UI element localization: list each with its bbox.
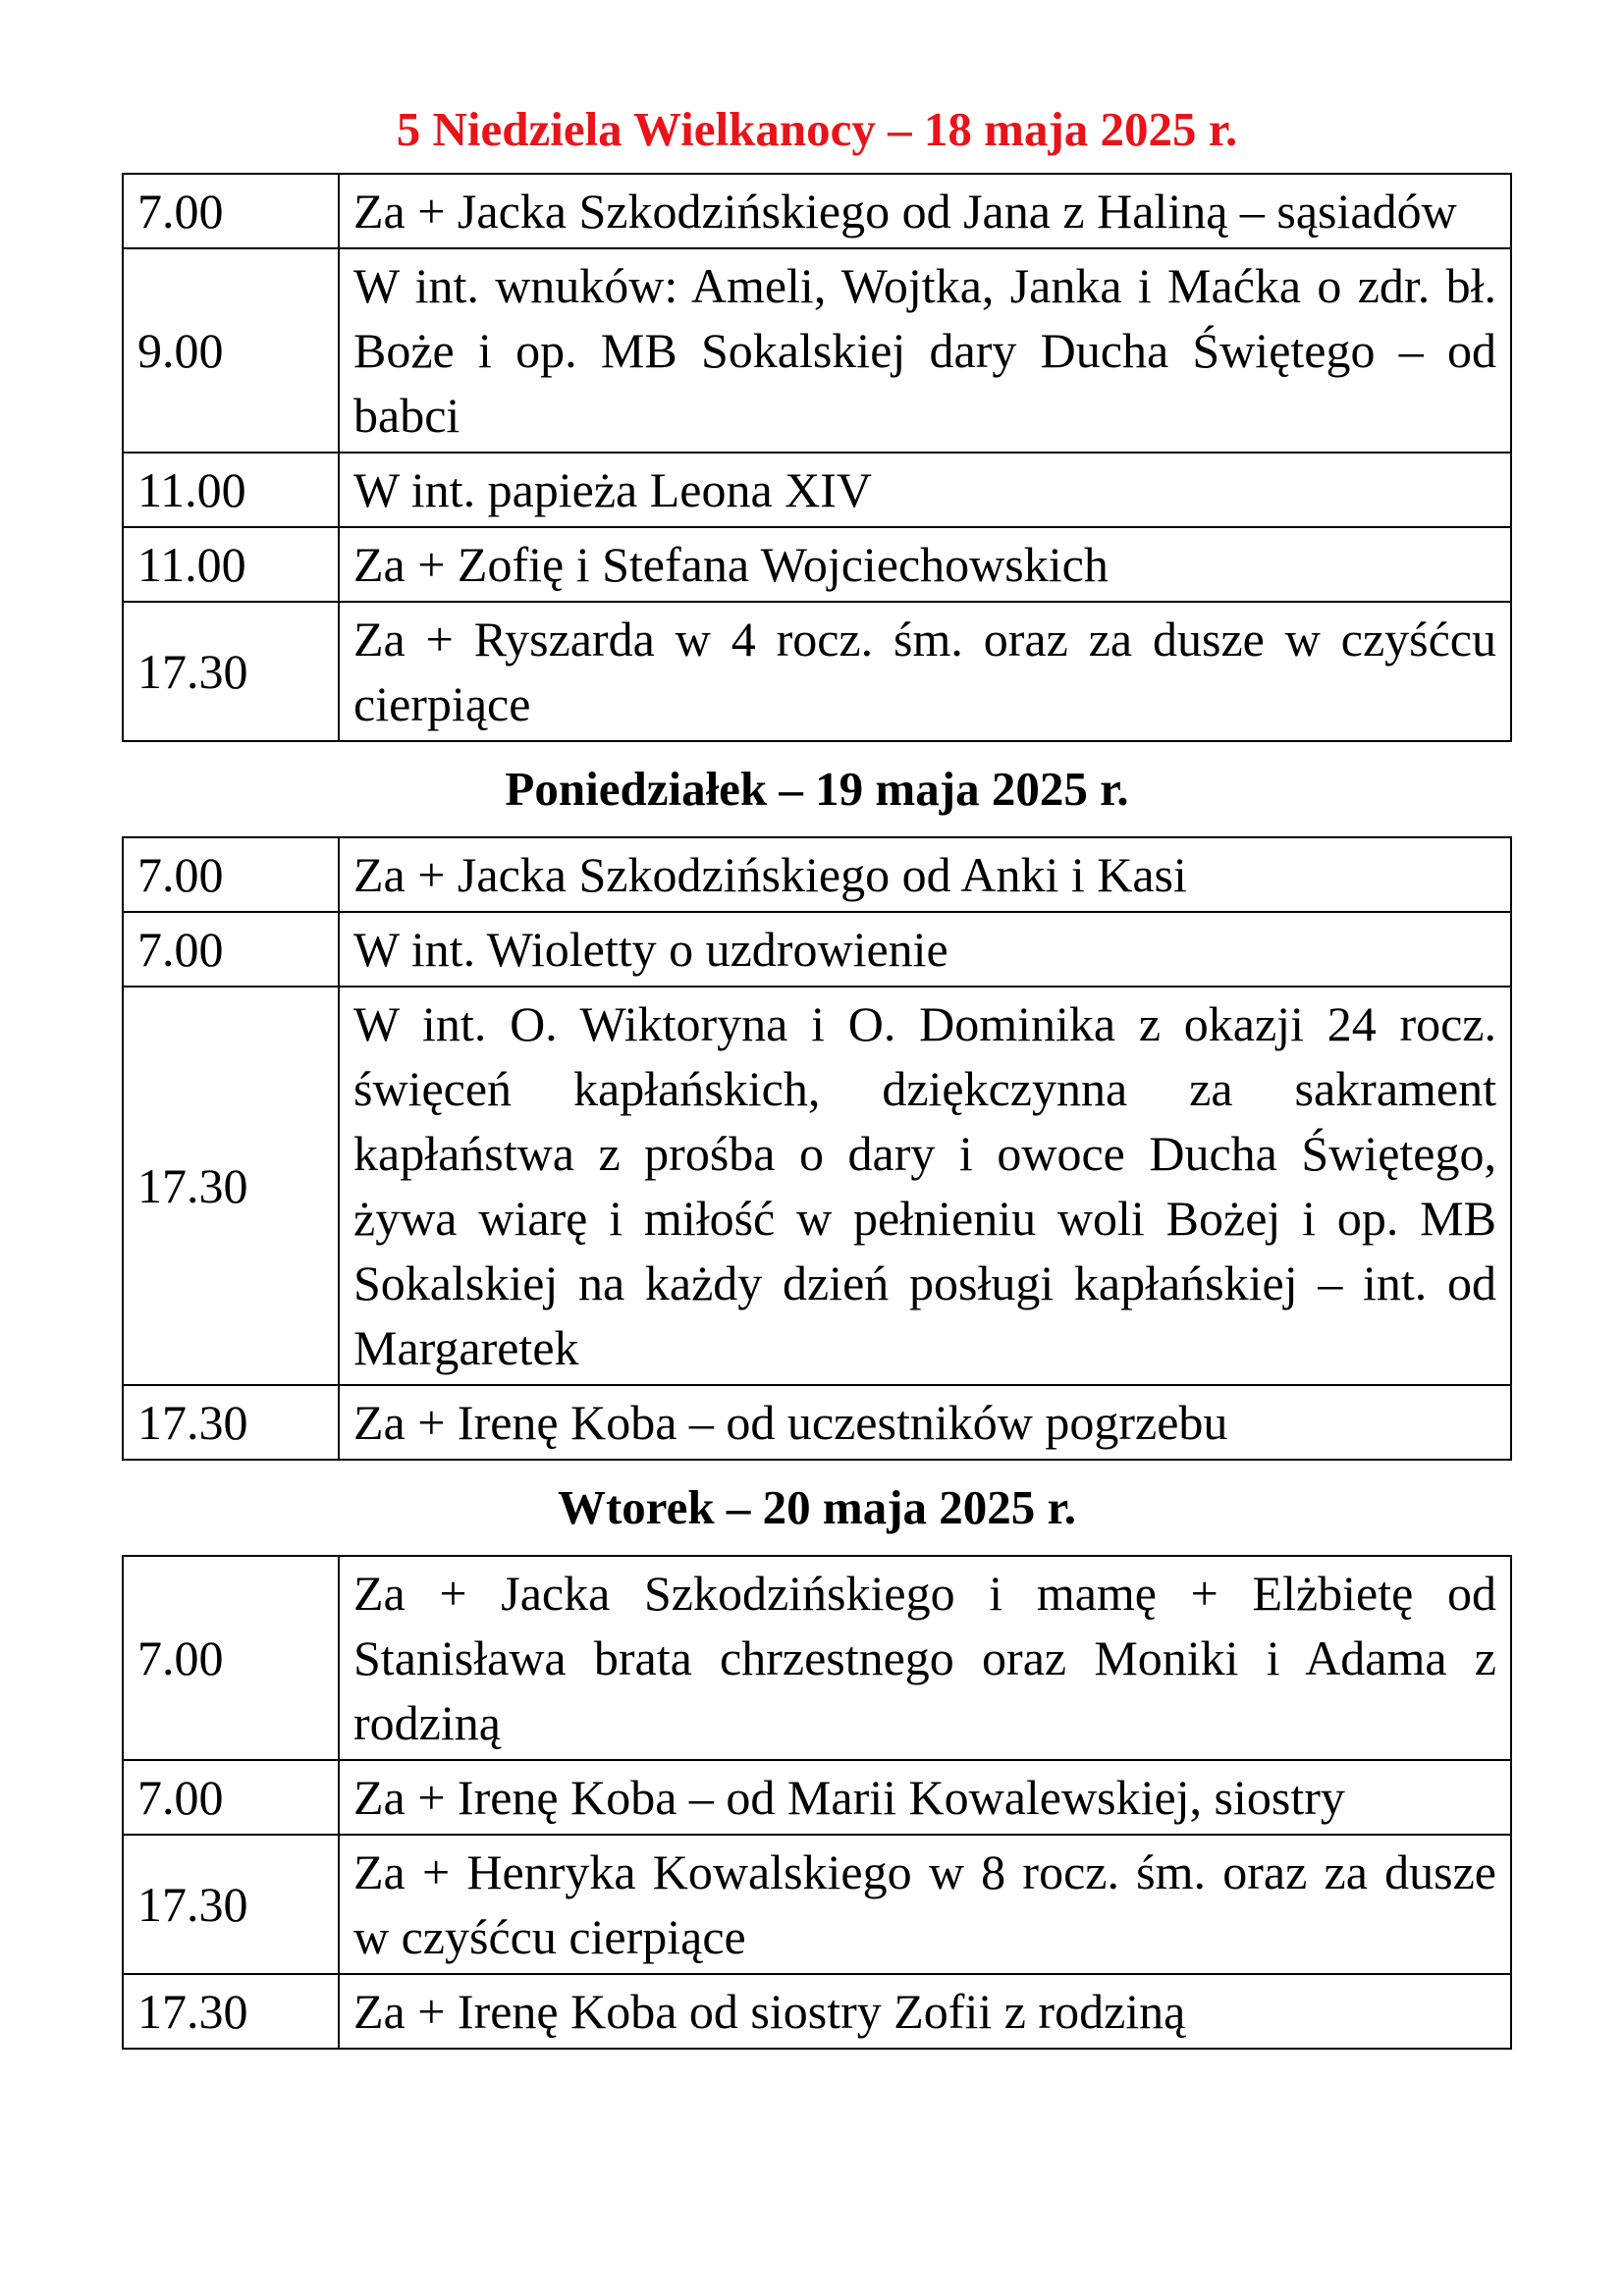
mass-time: 17.30 <box>123 1835 339 1974</box>
mass-time: 7.00 <box>123 837 339 912</box>
day-heading: 5 Niedziela Wielkanocy – 18 maja 2025 r. <box>396 102 1238 156</box>
table-row <box>123 1835 1511 1974</box>
table-row <box>123 602 1511 741</box>
mass-intention: Za + Zofię i Stefana Wojciechowskich <box>339 527 1511 602</box>
mass-time: 11.00 <box>123 453 339 527</box>
mass-intention: Za + Henryka Kowalskiego w 8 rocz. śm. oraz za dusze w czyśćcu cierpiące <box>339 1835 1511 1974</box>
day-heading: Poniedziałek – 19 maja 2025 r. <box>505 762 1129 816</box>
table-row <box>123 174 1511 248</box>
table-row <box>123 837 1511 912</box>
table-row <box>123 1556 1511 1760</box>
table-row <box>123 1974 1511 2049</box>
mass-intention: W int. Wioletty o uzdrowienie <box>339 912 1511 987</box>
table-row <box>123 912 1511 987</box>
mass-table <box>122 836 1512 1461</box>
mass-intention: W int. wnuków: Ameli, Wojtka, Janka i Maćka o zdr. bł. Boże i op. MB Sokalskiej dary Ducha Świętego – od babci <box>339 248 1511 453</box>
mass-intention: Za + Irenę Koba – od uczestników pogrzebu <box>339 1385 1511 1460</box>
table-row <box>123 248 1511 453</box>
mass-time: 17.30 <box>123 602 339 741</box>
mass-time: 7.00 <box>123 1760 339 1835</box>
mass-intention: Za + Jacka Szkodzińskiego od Jana z Haliną – sąsiadów <box>339 174 1511 248</box>
mass-intention: W int. O. Wiktoryna i O. Dominika z okazji 24 rocz. święceń kapłańskich, dziękczynna za sakrament kapłaństwa z prośba o dary i owoce Ducha Świętego, żywa wiarę i miłość w pełnieniu woli Bożej i op. MB Sokalskiej na każdy dzień posługi kapłańskiej – int. od Margaretek <box>339 987 1511 1385</box>
mass-intentions-page <box>122 94 1512 2050</box>
mass-intention: Za + Irenę Koba – od Marii Kowalewskiej, siostry <box>339 1760 1511 1835</box>
mass-table <box>122 1555 1512 2050</box>
mass-time: 9.00 <box>123 248 339 453</box>
mass-time: 7.00 <box>123 912 339 987</box>
day-section-monday <box>122 742 1512 1461</box>
day-section-sunday <box>122 94 1512 742</box>
table-row <box>123 1385 1511 1460</box>
mass-time: 11.00 <box>123 527 339 602</box>
mass-intention: W int. papieża Leona XIV <box>339 453 1511 527</box>
mass-intention: Za + Jacka Szkodzińskiego od Anki i Kasi <box>339 837 1511 912</box>
day-section-tuesday <box>122 1461 1512 2050</box>
mass-time: 17.30 <box>123 987 339 1385</box>
mass-intention: Za + Jacka Szkodzińskiego i mamę + Elżbietę od Stanisława brata chrzestnego oraz Moniki i Adama z rodziną <box>339 1556 1511 1760</box>
table-row <box>123 527 1511 602</box>
table-row <box>123 1760 1511 1835</box>
mass-time: 17.30 <box>123 1385 339 1460</box>
mass-time: 17.30 <box>123 1974 339 2049</box>
table-row <box>123 987 1511 1385</box>
mass-intention: Za + Ryszarda w 4 rocz. śm. oraz za dusze w czyśćcu cierpiące <box>339 602 1511 741</box>
table-row <box>123 453 1511 527</box>
mass-intention: Za + Irenę Koba od siostry Zofii z rodziną <box>339 1974 1511 2049</box>
mass-time: 7.00 <box>123 174 339 248</box>
mass-time: 7.00 <box>123 1556 339 1760</box>
day-heading: Wtorek – 20 maja 2025 r. <box>557 1480 1077 1534</box>
mass-table <box>122 173 1512 742</box>
